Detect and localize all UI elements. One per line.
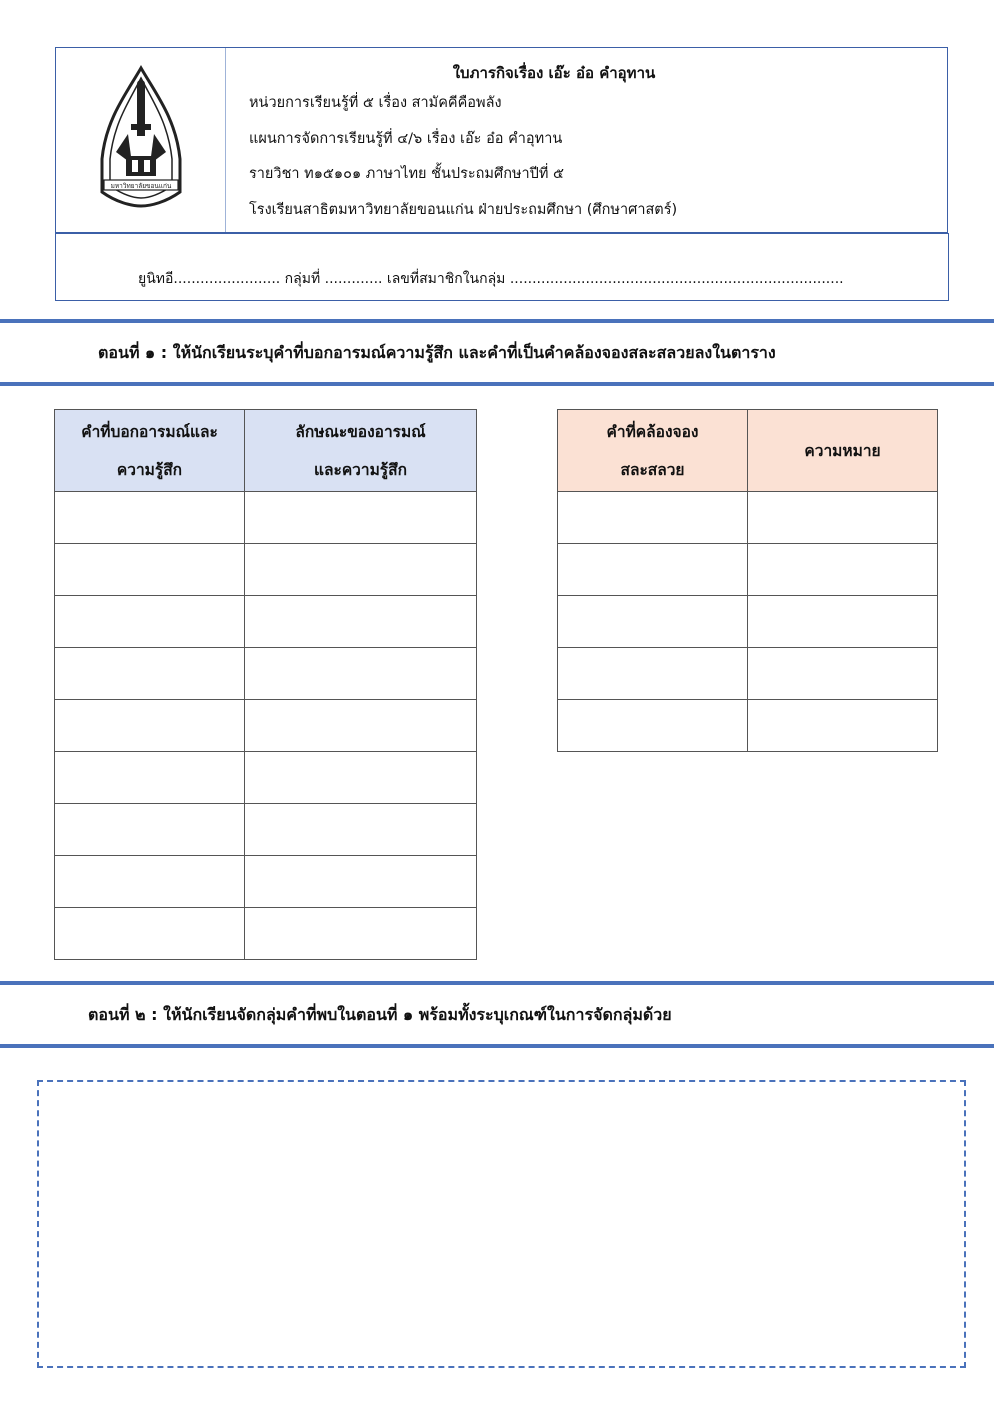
emotion-word-header: คำที่บอกอารมณ์และ ความรู้สึก [55, 410, 245, 492]
rhyming-table-answer-cell[interactable] [748, 700, 938, 752]
meaning-header: ความหมาย [748, 410, 938, 492]
group-info-line[interactable]: ยูนิทอี........................ กลุ่มที่ ............. เลขที่สมาชิกในกลุ่ม ........................................................................... [138, 271, 844, 287]
emotion-table-answer-cell[interactable] [245, 596, 477, 648]
rhyming-table-row [558, 544, 938, 596]
grouping-answer-box[interactable] [37, 1080, 966, 1368]
emotion-table-row [55, 700, 477, 752]
rhyming-table-answer-cell[interactable] [558, 492, 748, 544]
section1-heading: ตอนที่ ๑ : ให้นักเรียนระบุคำที่บอกอารมณ์ความรู้สึก และคำที่เป็นคำคล้องจองสละสลวยลงในตาราง [98, 343, 776, 362]
emotion-table-answer-cell[interactable] [245, 804, 477, 856]
rhyming-table-answer-cell[interactable] [748, 492, 938, 544]
emotion-table-row [55, 908, 477, 960]
rhyming-word-header: คำที่คล้องจอง สละสลวย [558, 410, 748, 492]
worksheet-title: ใบภารกิจเรื่อง เอ๊ะ อ๋อ คำอุทาน [452, 64, 656, 82]
emotion-table-answer-cell[interactable] [245, 648, 477, 700]
emotion-table-row [55, 804, 477, 856]
emotion-table-answer-cell[interactable] [245, 856, 477, 908]
emotion-trait-header: ลักษณะของอารมณ์ และความรู้สึก [245, 410, 477, 492]
rhyming-table-answer-cell[interactable] [558, 648, 748, 700]
emotion-table-answer-cell[interactable] [55, 544, 245, 596]
lesson-plan-line: แผนการจัดการเรียนรู้ที่ ๔/๖ เรื่อง เอ๊ะ อ๋อ คำอุทาน [249, 130, 563, 147]
emotion-table-answer-cell[interactable] [55, 596, 245, 648]
subject-line: รายวิชา ท๑๕๑๐๑ ภาษาไทย ชั้นประถมศึกษาปีที่ ๕ [249, 166, 565, 182]
section2-top-rule [0, 981, 994, 985]
rhyming-table-answer-cell[interactable] [558, 544, 748, 596]
university-logo-icon [96, 64, 186, 209]
rhyming-table-row [558, 700, 938, 752]
emotion-table-answer-cell[interactable] [55, 648, 245, 700]
logo-cell [56, 48, 226, 232]
emotion-table-row [55, 752, 477, 804]
header-text [249, 60, 929, 228]
emotion-table-answer-cell[interactable] [55, 804, 245, 856]
rhyming-table-answer-cell[interactable] [558, 596, 748, 648]
unit-line: หน่วยการเรียนรู้ที่ ๕ เรื่อง สามัคคีคือพลัง [249, 95, 502, 111]
emotion-table-answer-cell[interactable] [55, 856, 245, 908]
emotion-table-answer-cell[interactable] [55, 492, 245, 544]
logo-text: มหาวิทยาลัยขอนแก่น [110, 182, 172, 190]
rhyming-table-row [558, 648, 938, 700]
emotion-table-row [55, 856, 477, 908]
worksheet-header [55, 47, 948, 233]
emotion-table-answer-cell[interactable] [245, 492, 477, 544]
section2-bottom-rule [0, 1044, 994, 1048]
section1-top-rule [0, 319, 994, 323]
emotion-table-answer-cell[interactable] [55, 752, 245, 804]
school-line: โรงเรียนสาธิตมหาวิทยาลัยขอนแก่น ฝ่ายประถมศึกษา (ศึกษาศาสตร์) [249, 201, 678, 218]
section1-bottom-rule [0, 382, 994, 386]
emotion-table-answer-cell[interactable] [245, 908, 477, 960]
rhyming-table-answer-cell[interactable] [558, 700, 748, 752]
emotion-table-row [55, 544, 477, 596]
rhyming-table-answer-cell[interactable] [748, 544, 938, 596]
emotion-table-row [55, 596, 477, 648]
emotion-words-table [54, 409, 477, 960]
emotion-table-answer-cell[interactable] [55, 908, 245, 960]
section2-heading: ตอนที่ ๒ : ให้นักเรียนจัดกลุ่มคำที่พบในตอนที่ ๑ พร้อมทั้งระบุเกณฑ์ในการจัดกลุ่มด้วย [88, 1005, 672, 1024]
group-info-box [55, 233, 949, 301]
rhyming-table-answer-cell[interactable] [748, 648, 938, 700]
rhyming-table-answer-cell[interactable] [748, 596, 938, 648]
emotion-table-answer-cell[interactable] [55, 700, 245, 752]
emotion-table-answer-cell[interactable] [245, 700, 477, 752]
rhyming-table-row [558, 492, 938, 544]
emotion-table-answer-cell[interactable] [245, 544, 477, 596]
rhyming-table-row [558, 596, 938, 648]
emotion-table-row [55, 492, 477, 544]
emotion-table-answer-cell[interactable] [245, 752, 477, 804]
rhyming-words-table [557, 409, 938, 752]
emotion-table-row [55, 648, 477, 700]
